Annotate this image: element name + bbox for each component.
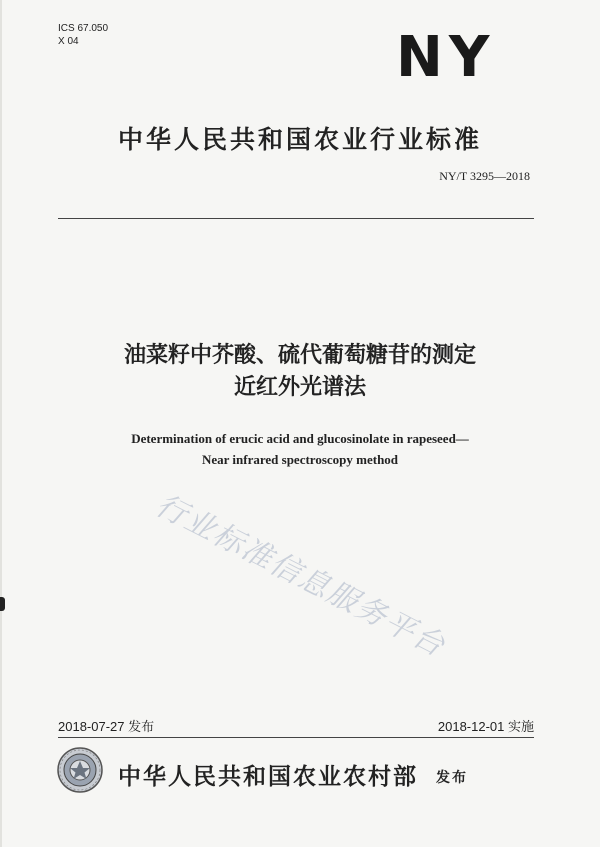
title-en-line2: Near infrared spectroscopy method	[201, 452, 399, 467]
ics-code: ICS 67.050	[58, 23, 109, 34]
binding-mark	[0, 597, 5, 611]
document-title-cn	[0, 340, 600, 404]
header-divider	[58, 218, 534, 219]
footer-divider	[58, 737, 534, 738]
ministry-name: 中华人民共和国农业农村部	[118, 764, 418, 790]
ministry-seal-icon	[56, 746, 104, 794]
title-en-line1: Determination of erucic acid and glucosinolate in rapeseed—	[131, 431, 469, 446]
publish-label: 发布	[436, 770, 468, 786]
document-title-en	[0, 428, 600, 470]
ics-block	[58, 22, 108, 48]
watermark-text: 行业标准信息服务平台	[150, 487, 452, 665]
issue-date: 2018-07-27 发布	[58, 719, 155, 734]
title-cn-line1: 油菜籽中芥酸、硫代葡萄糖苷的测定	[123, 343, 476, 368]
title-cn-line2: 近红外光谱法	[233, 375, 366, 400]
implement-date: 2018-12-01 实施	[437, 719, 534, 734]
standard-number: NY/T 3295—2018	[439, 169, 530, 183]
standard-org-title: 中华人民共和国农业行业标准	[117, 125, 482, 154]
ny-logo: NY	[396, 25, 496, 90]
classification-code: X 04	[58, 36, 79, 47]
